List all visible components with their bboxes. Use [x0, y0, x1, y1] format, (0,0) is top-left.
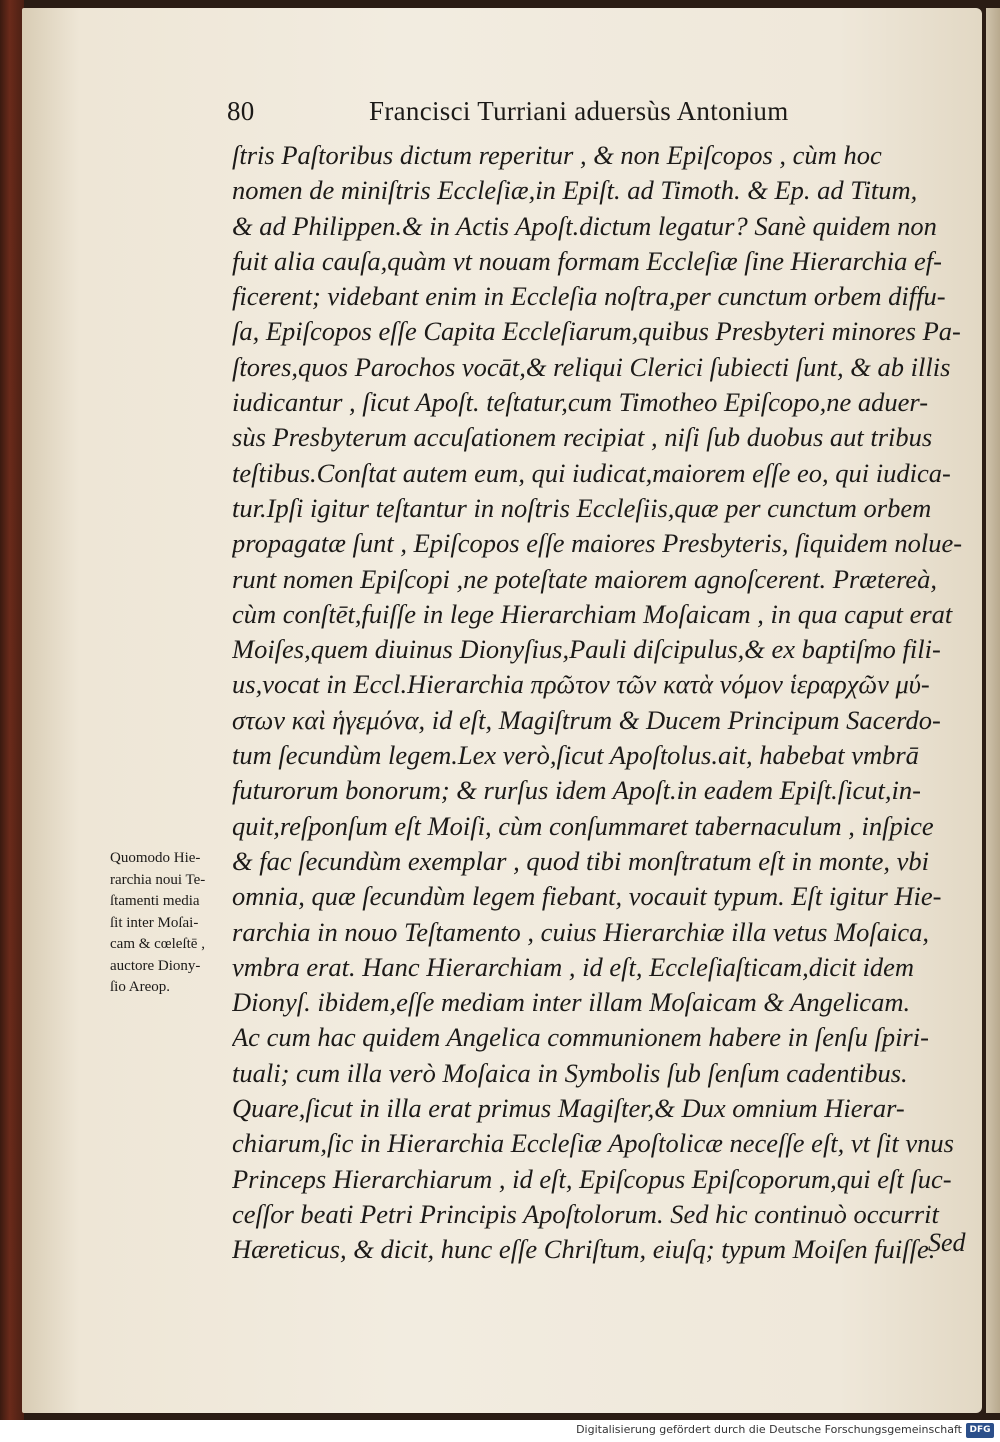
text-line: ſtores,quos Parochos vocāt,& reliqui Clerici ſubiecti ſunt, & ab illis: [232, 351, 951, 382]
text-line: cùm conſtēt,fuiſſe in lege Hierarchiam Moſaicam , in qua caput erat: [232, 598, 953, 629]
text-line: ſtris Paſtoribus dictum reperitur , & non Epiſcopos , cùm hoc: [232, 140, 882, 170]
text-line: quit,reſponſum eſt Moiſi, cùm conſummaret tabernaculum , inſpice: [232, 810, 934, 841]
catchword: Sed: [928, 1228, 966, 1257]
text-line: ſa, Epiſcopos eſſe Capita Eccleſiarum,quibus Presbyteri minores Pa-: [232, 316, 961, 347]
text-line: Dionyſ. ibidem,eſſe mediam inter illam Moſaicam & Angelicam.: [232, 987, 911, 1018]
text-line: fuit alia cauſa,quàm vt nouam formam Eccleſiæ ſine Hierarchia ef-: [232, 245, 942, 276]
dfg-logo-icon: DFG: [966, 1423, 994, 1438]
text-line: omnia, quæ ſecundùm legem fiebant, vocauit typum. Eſt igitur Hie-: [232, 881, 942, 912]
text-line: rarchia in nouo Teſtamento , cuius Hierarchiæ illa vetus Moſaica,: [232, 916, 930, 947]
text-line: Ac cum hac quidem Angelica communionem habere in ſenſu ſpiri-: [232, 1022, 929, 1053]
text-line: Moiſes,quem diuinus Dionyſius,Pauli diſcipulus,& ex baptiſmo fili-: [232, 634, 941, 665]
text-line: & fac ſecundùm exemplar , quod tibi monſtratum eſt in monte, vbi: [232, 845, 929, 876]
text-line: us,vocat in Eccl.Hierarchia πρῶτον τῶν κατὰ νόμον ἱεραρχῶν μύ-: [232, 669, 930, 700]
page-edge: [986, 8, 1000, 1413]
text-line: & ad Philippen.& in Actis Apoſt.dictum legatur? Sanè quidem non: [232, 210, 937, 241]
text-line: ceſſor beati Petri Principis Apoſtolorum. Sed hic continuò occurrit: [232, 1198, 939, 1229]
text-line: στων καὶ ἡγεμόνα, id eſt, Magiſtrum & Ducem Principum Sacerdo-: [232, 704, 941, 735]
page-number: 80: [227, 96, 255, 126]
footer-bar: [0, 1420, 1000, 1442]
text-line: Princeps Hierarchiarum , id eſt, Epiſcopus Epiſcoporum,qui eſt ſuc-: [232, 1163, 952, 1194]
running-title: Francisci Turriani aduersùs Antonium: [369, 96, 789, 126]
text-line: chiarum,ſic in Hierarchia Eccleſiæ Apoſtolicæ neceſſe eſt, vt ſit vnus: [232, 1128, 954, 1159]
text-line: Hæreticus, & dicit, hunc eſſe Chriſtum, eiuſq; typum Moiſen fuiſſe.: [232, 1234, 936, 1265]
text-line: vmbra erat. Hanc Hierarchiam , id eſt, Eccleſiaſticam,dicit idem: [232, 951, 914, 982]
margin-note-line: cam & cœleſtē ,: [110, 936, 205, 952]
text-line: tum ſecundùm legem.Lex verò,ſicut Apoſtolus.ait, habebat vmbrā: [232, 740, 919, 771]
text-line: futurorum bonorum; & rurſus idem Apoſt.in eadem Epiſt.ſicut,in-: [232, 775, 921, 806]
text-line: propagatæ ſunt , Epiſcopos eſſe maiores Presbyteris, ſiquidem nolue-: [232, 528, 962, 559]
margin-note: [110, 848, 240, 999]
text-line: tur.Ipſi igitur teſtantur in noſtris Eccleſiis,quæ per cunctum orbem: [232, 492, 932, 523]
margin-note-line: auctore Diony-: [110, 957, 201, 974]
margin-note-line: rarchia noui Te-: [110, 871, 206, 888]
margin-note-line: ſit inter Moſai-: [110, 914, 199, 931]
funding-credit: Digitalisierung gefördert durch die Deutsche Forschungsgemeinschaft: [576, 1423, 962, 1436]
text-line: tuali; cum illa verò Moſaica in Symbolis ſub ſenſum cadentibus.: [232, 1057, 908, 1088]
margin-note-line: ſtamenti media: [110, 893, 200, 909]
margin-note-line: ſio Areop.: [110, 979, 170, 995]
text-line: nomen de miniſtris Eccleſiæ,in Epiſt. ad Timoth. & Ep. ad Titum,: [232, 175, 918, 206]
text-line: ficerent; videbant enim in Eccleſia noſtra,per cunctum orbem diffu-: [232, 281, 946, 312]
text-line: iudicantur , ſicut Apoſt. teſtatur,cum Timotheo Epiſcopo,ne aduer-: [232, 387, 929, 418]
margin-note-line: Quomodo Hie-: [110, 850, 201, 866]
text-line: sùs Presbyterum accuſationem recipiat , niſi ſub duobus aut tribus: [232, 422, 933, 453]
text-line: runt nomen Epiſcopi ,ne poteſtate maiorem agnoſcerent. Prætereà,: [232, 563, 938, 594]
body-text: [232, 138, 962, 1268]
book-spine: [0, 0, 24, 1420]
text-line: teſtibus.Conſtat autem eum, qui iudicat,maiorem eſſe eo, qui iudica-: [232, 457, 951, 488]
text-line: Quare,ſicut in illa erat primus Magiſter,& Dux omnium Hierar-: [232, 1093, 905, 1124]
